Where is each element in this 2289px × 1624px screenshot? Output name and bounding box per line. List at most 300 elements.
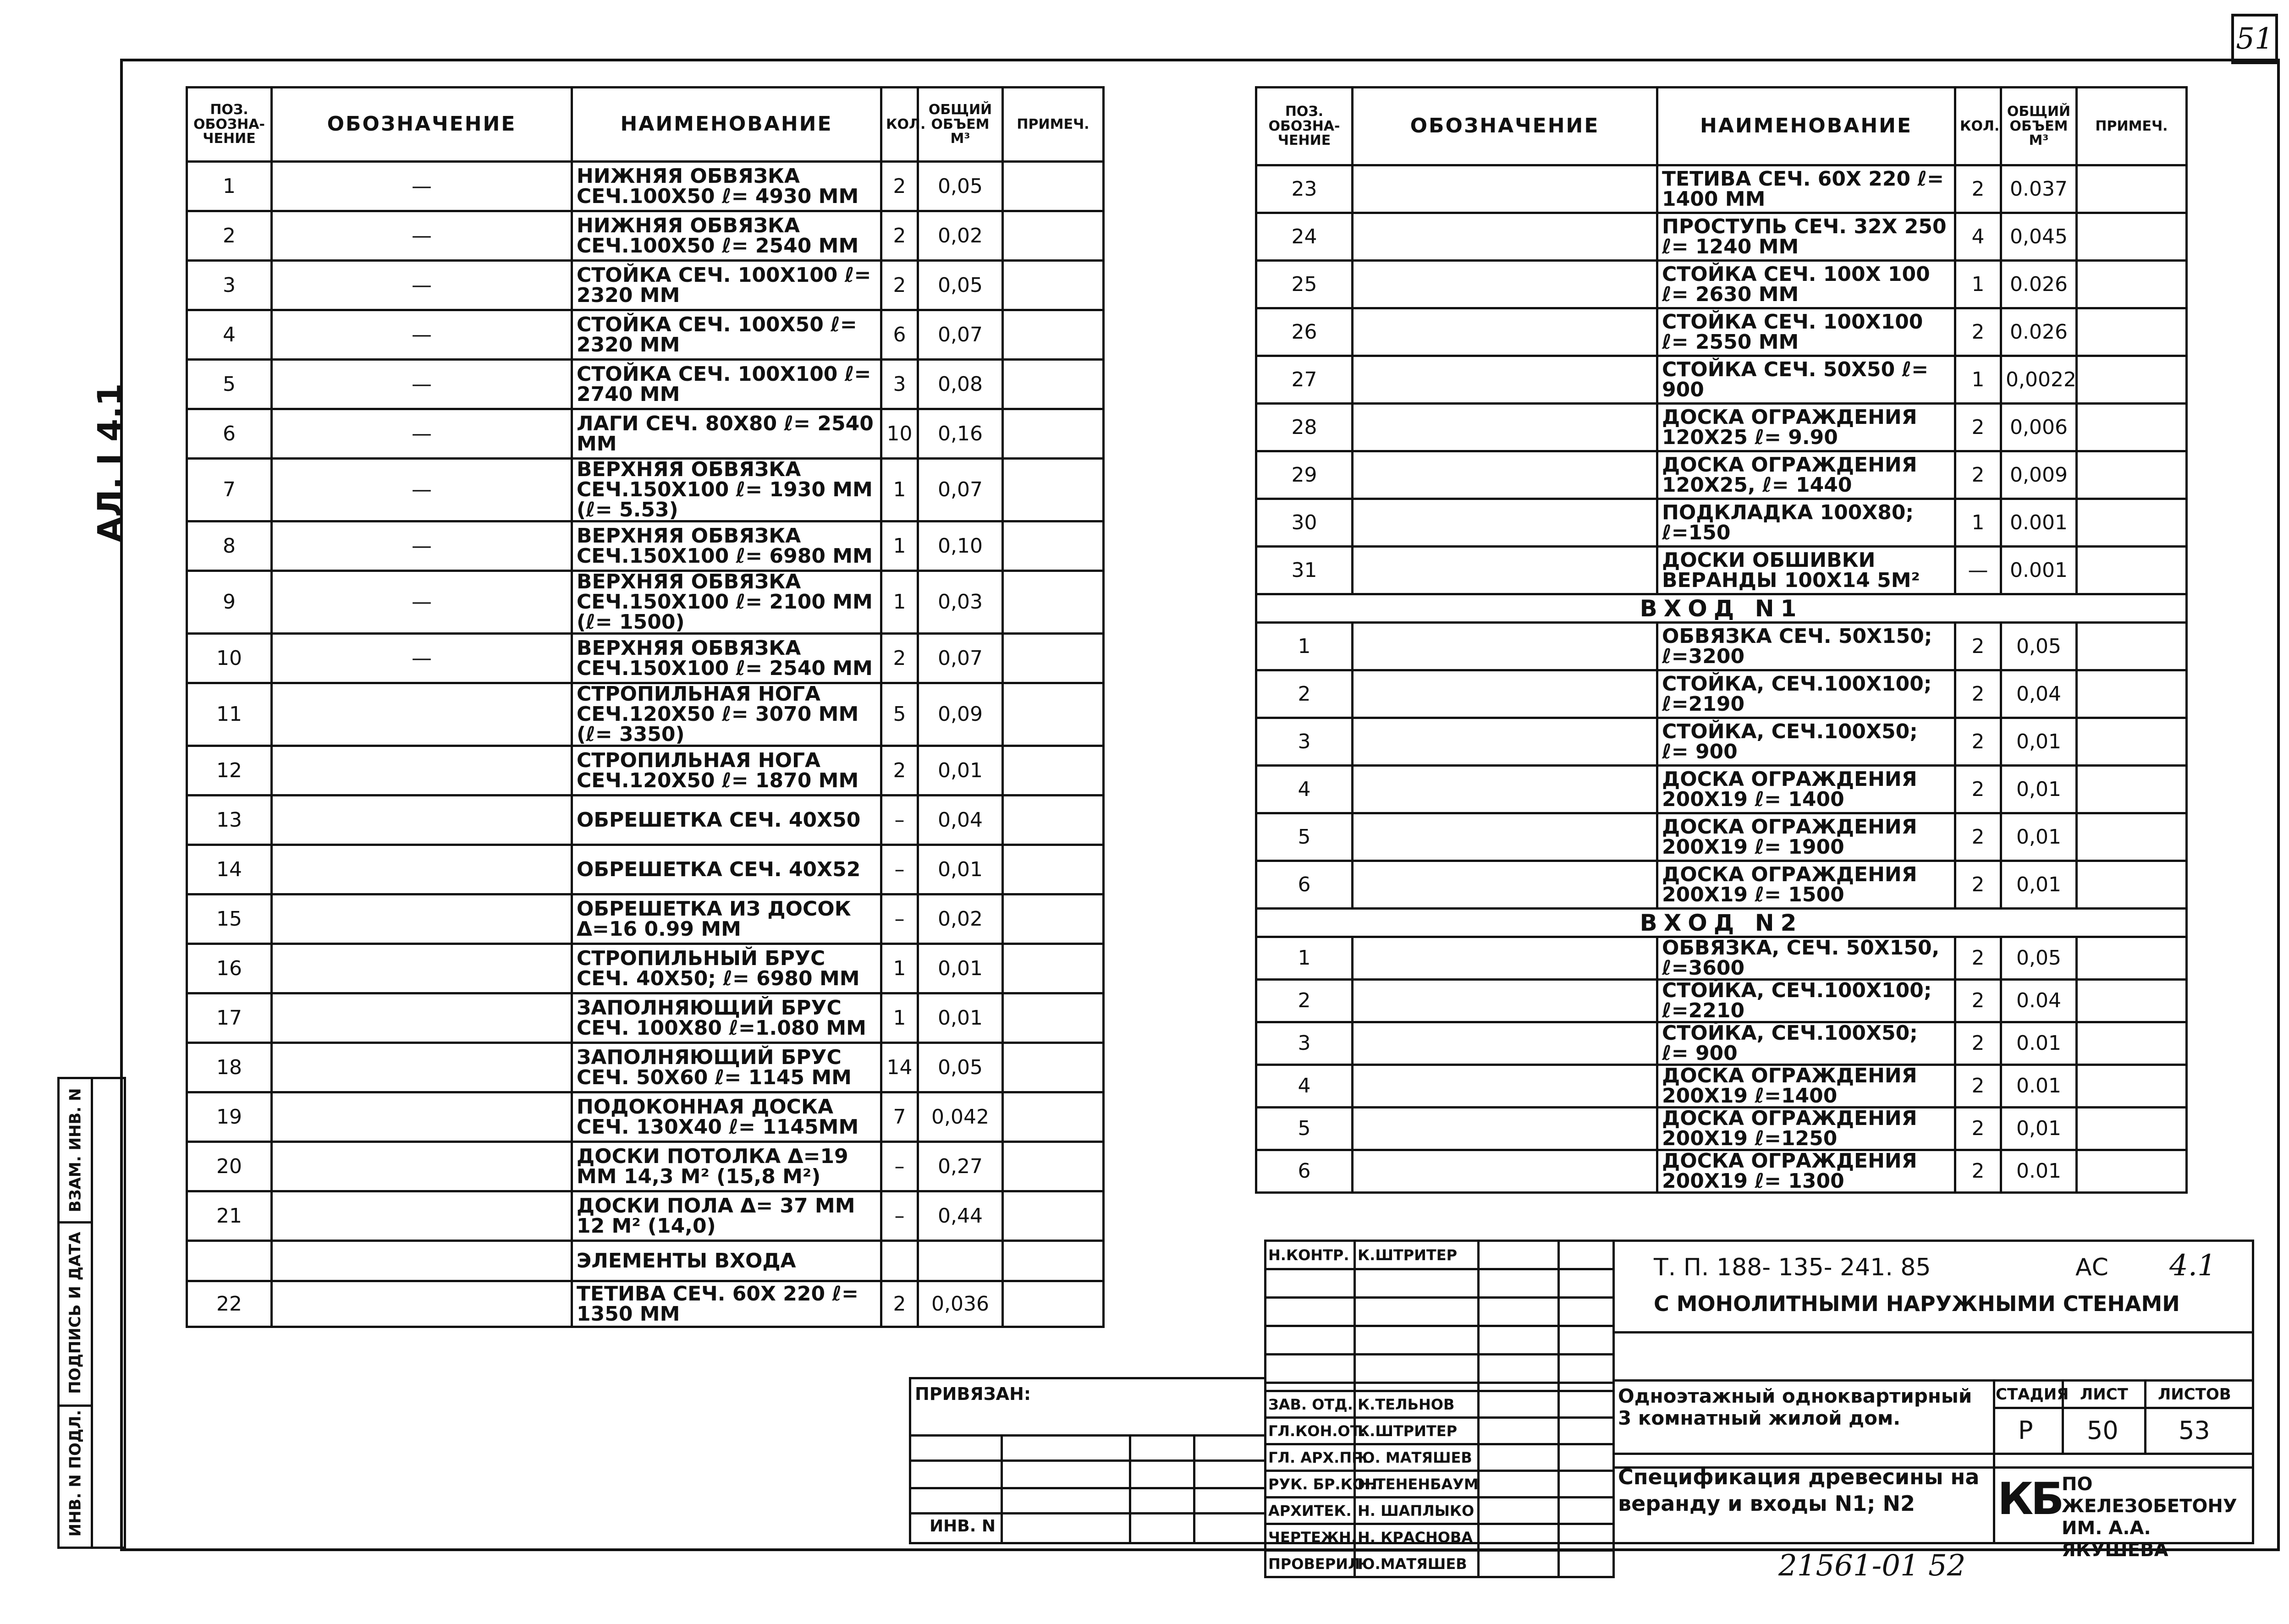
person-name: Н.ТЕНЕНБАУМ <box>1355 1471 1479 1498</box>
people-row <box>1266 1383 1614 1391</box>
row-name: ЭЛЕМЕНТЫ ВХОДА <box>572 1241 881 1281</box>
person-signature <box>1479 1241 1559 1269</box>
r-header-pos: ПОЗ. ОБОЗНА- ЧЕНИЕ <box>1256 88 1353 165</box>
row-name: ПОДКЛАДКА 100X80; ℓ=150 <box>1657 499 1955 547</box>
row-oboz <box>1353 718 1657 766</box>
row-name: ВЕРХНЯЯ ОБВЯЗКА СЕЧ.150X100 ℓ= 2100 ММ (ℓ= 1500) <box>572 571 881 634</box>
row-vol: 0,042 <box>918 1092 1003 1142</box>
row-vol: 0,27 <box>918 1142 1003 1191</box>
person-date <box>1559 1551 1614 1577</box>
table-row <box>1256 165 2187 213</box>
row-pos: 6 <box>1256 1150 1353 1193</box>
row-name: СТОЙКА СЕЧ. 100X100 ℓ= 2550 ММ <box>1657 308 1955 356</box>
table-row <box>187 1092 1104 1142</box>
row-note <box>1003 845 1104 894</box>
person-role: АРХИТЕК. <box>1266 1498 1355 1524</box>
margin-code-text: АЛ. I 4.1 <box>91 383 129 543</box>
row-pos: 5 <box>187 360 272 409</box>
row-vol: 0,0022 <box>2001 356 2077 404</box>
row-vol: 0.037 <box>2001 165 2077 213</box>
row-note <box>2077 451 2187 499</box>
person-name: К.ШТРИТЕР <box>1355 1418 1479 1444</box>
row-pos: 25 <box>1256 261 1353 308</box>
row-name: ОБРЕШЕТКА ИЗ ДОСОК Δ=16 0.99 ММ <box>572 894 881 944</box>
row-pos: 1 <box>1256 937 1353 980</box>
table-row <box>187 944 1104 993</box>
r-header-oboz: ОБОЗНАЧЕНИЕ <box>1353 88 1657 165</box>
row-vol: 0,16 <box>918 409 1003 459</box>
row-vol: 0,05 <box>918 261 1003 310</box>
row-vol: 0,01 <box>2001 718 2077 766</box>
corner-number-text: 51 <box>2236 22 2273 56</box>
table-row <box>1256 1150 2187 1193</box>
row-name: ТЕТИВА СЕЧ. 60X 220 ℓ= 1400 ММ <box>1657 165 1955 213</box>
table-row <box>187 1142 1104 1191</box>
person-signature <box>1479 1418 1559 1444</box>
stamp-project-cell <box>1612 1379 1995 1455</box>
person-signature <box>1479 1471 1559 1498</box>
table-row <box>1256 813 2187 861</box>
header-note: ПРИМЕЧ. <box>1003 88 1104 162</box>
row-qty: 2 <box>1955 766 2001 813</box>
row-name: ОБВЯЗКА, СЕЧ. 50X150, ℓ=3600 <box>1657 937 1955 980</box>
row-note <box>1003 993 1104 1043</box>
header-name: НАИМЕНОВАНИЕ <box>572 88 881 162</box>
org-logo: КБ <box>1997 1473 2062 1525</box>
row-oboz <box>1353 356 1657 404</box>
stamp-doc: Спецификация древесины на веранду и входы N1; N2 <box>1618 1465 1980 1516</box>
row-oboz <box>1353 1108 1657 1150</box>
row-oboz <box>1353 861 1657 909</box>
table-row <box>187 746 1104 796</box>
row-name: СТОЙКА СЕЧ. 100X100 ℓ= 2320 ММ <box>572 261 881 310</box>
privyazan-label: ПРИВЯЗАН: <box>915 1384 1031 1404</box>
row-vol: 0,01 <box>918 746 1003 796</box>
row-pos: 28 <box>1256 404 1353 451</box>
row-note <box>1003 521 1104 571</box>
row-name: ДОСКА ОГРАЖДЕНИЯ 120X25, ℓ= 1440 <box>1657 451 1955 499</box>
person-signature <box>1479 1551 1559 1577</box>
row-vol: 0,05 <box>918 1043 1003 1092</box>
row-vol: 0.01 <box>2001 1065 2077 1108</box>
row-vol: 0,01 <box>918 944 1003 993</box>
people-row <box>1266 1418 1614 1444</box>
table-row <box>187 1043 1104 1092</box>
blank-cell <box>1559 1355 1614 1383</box>
table-row <box>1256 213 2187 261</box>
table-row <box>1256 718 2187 766</box>
row-qty: 2 <box>1955 1108 2001 1150</box>
row-vol: 0,02 <box>918 894 1003 944</box>
row-oboz <box>272 944 572 993</box>
table-row <box>187 162 1104 211</box>
section-title: ВХОД N1 <box>1256 594 2187 623</box>
row-name: НИЖНЯЯ ОБВЯЗКА СЕЧ.100X50 ℓ= 2540 ММ <box>572 211 881 261</box>
stamp-subtitle: С МОНОЛИТНЫМИ НАРУЖНЫМИ СТЕНАМИ <box>1654 1291 2180 1316</box>
row-pos: 21 <box>187 1191 272 1241</box>
stamp-num: 4.1 <box>2169 1249 2216 1283</box>
left-spec-table <box>186 86 1105 1328</box>
margin-code <box>83 348 138 577</box>
row-oboz <box>1353 499 1657 547</box>
row-pos: 7 <box>187 459 272 521</box>
row-qty: 2 <box>1955 623 2001 670</box>
row-name: ДОСКА ОГРАЖДЕНИЯ 200X19 ℓ= 1500 <box>1657 861 1955 909</box>
row-oboz: — <box>272 459 572 521</box>
row-note <box>1003 944 1104 993</box>
row-pos <box>187 1241 272 1281</box>
header-pos: ПОЗ. ОБОЗНА- ЧЕНИЕ <box>187 88 272 162</box>
table-row <box>187 261 1104 310</box>
row-note <box>1003 409 1104 459</box>
table-row <box>187 211 1104 261</box>
row-pos: 14 <box>187 845 272 894</box>
row-vol: 0.001 <box>2001 499 2077 547</box>
row-note <box>2077 213 2187 261</box>
section-row <box>1256 594 2187 623</box>
row-pos: 2 <box>1256 670 1353 718</box>
blank-cell <box>1266 1269 1355 1298</box>
row-vol: 0.026 <box>2001 261 2077 308</box>
table-row <box>187 459 1104 521</box>
row-oboz: — <box>272 571 572 634</box>
stamp-doc-cell <box>1612 1453 1995 1544</box>
row-note <box>1003 1191 1104 1241</box>
table-row <box>187 796 1104 845</box>
row-name: ПРОСТУПЬ СЕЧ. 32X 250 ℓ= 1240 ММ <box>1657 213 1955 261</box>
row-pos: 30 <box>1256 499 1353 547</box>
row-name: ДОСКИ ОБШИВКИ ВЕРАНДЫ 100X14 5М² <box>1657 547 1955 594</box>
row-qty: 1 <box>1955 356 2001 404</box>
row-oboz: — <box>272 360 572 409</box>
row-vol: 0,09 <box>918 683 1003 746</box>
people-row <box>1266 1326 1614 1355</box>
person-name: Н. ШАПЛЫКО <box>1355 1498 1479 1524</box>
row-name: ВЕРХНЯЯ ОБВЯЗКА СЕЧ.150X100 ℓ= 6980 ММ <box>572 521 881 571</box>
row-oboz <box>1353 308 1657 356</box>
table-row <box>1256 1065 2187 1108</box>
people-row <box>1266 1498 1614 1524</box>
row-note <box>2077 1022 2187 1065</box>
row-qty: 5 <box>881 683 918 746</box>
blank-cell <box>1559 1269 1614 1298</box>
row-vol: 0,01 <box>918 993 1003 1043</box>
table-row <box>1256 308 2187 356</box>
row-pos: 6 <box>1256 861 1353 909</box>
row-vol: 0,009 <box>2001 451 2077 499</box>
row-pos: 22 <box>187 1281 272 1327</box>
row-qty: 7 <box>881 1092 918 1142</box>
table-row <box>1256 1022 2187 1065</box>
row-qty: 2 <box>881 746 918 796</box>
row-note <box>2077 813 2187 861</box>
row-pos: 9 <box>187 571 272 634</box>
blank-cell <box>1479 1383 1559 1391</box>
row-oboz: — <box>272 521 572 571</box>
right-spec-table <box>1255 86 2188 1194</box>
row-pos: 6 <box>187 409 272 459</box>
row-qty: 2 <box>1955 451 2001 499</box>
row-pos: 20 <box>187 1142 272 1191</box>
blank-cell <box>1479 1269 1559 1298</box>
row-qty: 2 <box>881 1281 918 1327</box>
row-vol: 0,03 <box>918 571 1003 634</box>
row-pos: 16 <box>187 944 272 993</box>
row-note <box>2077 623 2187 670</box>
row-name: СТОЙКА, СЕЧ.100X50; ℓ= 900 <box>1657 718 1955 766</box>
row-oboz <box>1353 165 1657 213</box>
row-pos: 27 <box>1256 356 1353 404</box>
table-row <box>1256 980 2187 1022</box>
table-row <box>187 634 1104 683</box>
row-note <box>2077 165 2187 213</box>
row-pos: 1 <box>1256 623 1353 670</box>
row-note <box>1003 261 1104 310</box>
row-pos: 2 <box>1256 980 1353 1022</box>
row-note <box>2077 499 2187 547</box>
person-signature <box>1479 1444 1559 1471</box>
person-role: ЧЕРТЕЖН. <box>1266 1524 1355 1551</box>
table-row <box>1256 499 2187 547</box>
person-role: РУК. БР.КОН. <box>1266 1471 1355 1498</box>
row-name: ПОДОКОННАЯ ДОСКА СЕЧ. 130X40 ℓ= 1145ММ <box>572 1092 881 1142</box>
row-name: ТЕТИВА СЕЧ. 60X 220 ℓ= 1350 ММ <box>572 1281 881 1327</box>
row-name: СТОЙКА, СЕЧ.100X50; ℓ= 900 <box>1657 1022 1955 1065</box>
row-vol: 0,01 <box>918 845 1003 894</box>
row-name: СТОЙКА СЕЧ. 100X50 ℓ= 2320 ММ <box>572 310 881 360</box>
person-name: К.ТЕЛЬНОВ <box>1355 1391 1479 1418</box>
table-row <box>187 1191 1104 1241</box>
people-row <box>1266 1269 1614 1298</box>
row-vol: 0.001 <box>2001 547 2077 594</box>
row-name: СТОЙКА, СЕЧ.100X100; ℓ=2190 <box>1657 670 1955 718</box>
row-qty: 14 <box>881 1043 918 1092</box>
row-oboz <box>1353 980 1657 1022</box>
row-name: ДОСКА ОГРАЖДЕНИЯ 200X19 ℓ= 1900 <box>1657 813 1955 861</box>
row-note <box>2077 404 2187 451</box>
row-name: СТОЙКА СЕЧ. 100X100 ℓ= 2740 ММ <box>572 360 881 409</box>
row-pos: 17 <box>187 993 272 1043</box>
row-qty: 2 <box>1955 308 2001 356</box>
row-name: СТРОПИЛЬНАЯ НОГА СЕЧ.120X50 ℓ= 3070 ММ (ℓ= 3350) <box>572 683 881 746</box>
row-vol: 0,006 <box>2001 404 2077 451</box>
row-oboz <box>272 683 572 746</box>
person-date <box>1559 1524 1614 1551</box>
row-pos: 18 <box>187 1043 272 1092</box>
row-vol: 0,07 <box>918 459 1003 521</box>
sheets-value: 53 <box>2179 1416 2210 1445</box>
row-note <box>2077 980 2187 1022</box>
person-date <box>1559 1471 1614 1498</box>
strip-vzam: ВЗАМ. ИНВ. N <box>60 1079 91 1223</box>
row-qty: 2 <box>1955 404 2001 451</box>
header-oboz: ОБОЗНАЧЕНИЕ <box>272 88 572 162</box>
row-qty: 3 <box>881 360 918 409</box>
stamp-code-cell <box>1612 1242 2252 1333</box>
row-note <box>2077 547 2187 594</box>
row-note <box>1003 310 1104 360</box>
row-vol: 0.026 <box>2001 308 2077 356</box>
person-role: ЗАВ. ОТД. <box>1266 1391 1355 1418</box>
row-name: СТОЙКА СЕЧ. 50X50 ℓ= 900 <box>1657 356 1955 404</box>
sheet-header: ЛИСТ <box>2080 1385 2128 1404</box>
row-qty: 6 <box>881 310 918 360</box>
person-date <box>1559 1241 1614 1269</box>
section-title: ВХОД N2 <box>1256 909 2187 937</box>
row-oboz <box>272 1092 572 1142</box>
row-oboz: — <box>272 211 572 261</box>
row-pos: 5 <box>1256 1108 1353 1150</box>
row-vol: 0,05 <box>2001 937 2077 980</box>
row-oboz <box>1353 261 1657 308</box>
row-note <box>1003 796 1104 845</box>
row-qty: – <box>881 845 918 894</box>
r-header-name: НАИМЕНОВАНИЕ <box>1657 88 1955 165</box>
table-row <box>187 993 1104 1043</box>
row-oboz <box>272 746 572 796</box>
row-note <box>1003 459 1104 521</box>
row-name: ДОСКА ОГРАЖДЕНИЯ 200X19 ℓ= 1300 <box>1657 1150 1955 1193</box>
row-vol: 0.04 <box>2001 980 2077 1022</box>
table-row <box>1256 623 2187 670</box>
table-row <box>1256 261 2187 308</box>
row-note <box>1003 1281 1104 1327</box>
corner-sheet-number <box>2231 14 2278 64</box>
table-row <box>1256 451 2187 499</box>
blank-cell <box>1559 1298 1614 1326</box>
row-oboz <box>1353 404 1657 451</box>
row-vol: 0,036 <box>918 1281 1003 1327</box>
row-oboz <box>1353 213 1657 261</box>
person-date <box>1559 1444 1614 1471</box>
section-row <box>1256 909 2187 937</box>
row-pos: 4 <box>1256 766 1353 813</box>
row-qty: 1 <box>881 521 918 571</box>
person-name: Н. КРАСНОВА <box>1355 1524 1479 1551</box>
row-vol: 0.01 <box>2001 1150 2077 1193</box>
row-oboz <box>272 1241 572 1281</box>
row-note <box>1003 1092 1104 1142</box>
header-vol: ОБЩИЙ ОБЪЕМ М³ <box>918 88 1003 162</box>
row-name: ОБРЕШЕТКА СЕЧ. 40X50 <box>572 796 881 845</box>
row-name: СТРОПИЛЬНЫЙ БРУС СЕЧ. 40X50; ℓ= 6980 ММ <box>572 944 881 993</box>
row-name: ДОСКА ОГРАЖДЕНИЯ 200X19 ℓ= 1400 <box>1657 766 1955 813</box>
row-pos: 3 <box>1256 1022 1353 1065</box>
row-pos: 4 <box>1256 1065 1353 1108</box>
row-vol: 0,02 <box>918 211 1003 261</box>
table-row <box>1256 937 2187 980</box>
row-pos: 5 <box>1256 813 1353 861</box>
header-qty: КОЛ. <box>881 88 918 162</box>
row-note <box>1003 211 1104 261</box>
row-note <box>2077 1065 2187 1108</box>
table-row <box>187 683 1104 746</box>
stage-header: СТАДИЯ <box>1996 1385 2069 1404</box>
row-vol: 0,07 <box>918 310 1003 360</box>
row-name: СТОЙКА СЕЧ. 100X 100 ℓ= 2630 ММ <box>1657 261 1955 308</box>
row-oboz <box>272 1043 572 1092</box>
row-pos: 3 <box>1256 718 1353 766</box>
row-qty: 1 <box>881 459 918 521</box>
row-oboz <box>272 894 572 944</box>
row-oboz <box>1353 813 1657 861</box>
person-signature <box>1479 1391 1559 1418</box>
row-qty: 1 <box>1955 499 2001 547</box>
people-row <box>1266 1551 1614 1577</box>
table-row <box>187 845 1104 894</box>
row-name: ВЕРХНЯЯ ОБВЯЗКА СЕЧ.150X100 ℓ= 1930 ММ (ℓ= 5.53) <box>572 459 881 521</box>
row-pos: 13 <box>187 796 272 845</box>
row-qty: 1 <box>1955 261 2001 308</box>
row-vol: 0,05 <box>918 162 1003 211</box>
row-pos: 31 <box>1256 547 1353 594</box>
row-vol: 0,08 <box>918 360 1003 409</box>
stamp-code: Т. П. 188- 135- 241. 85 <box>1654 1254 1931 1281</box>
r-header-vol: ОБЩИЙ ОБЪЕМ М³ <box>2001 88 2077 165</box>
row-qty: 1 <box>881 993 918 1043</box>
row-vol: 0,045 <box>2001 213 2077 261</box>
table-row <box>187 894 1104 944</box>
people-row <box>1266 1471 1614 1498</box>
person-date <box>1559 1391 1614 1418</box>
row-oboz: — <box>272 634 572 683</box>
table-row <box>1256 861 2187 909</box>
blank-cell <box>1266 1355 1355 1383</box>
row-qty: 2 <box>1955 861 2001 909</box>
blank-cell <box>1355 1355 1479 1383</box>
row-note <box>1003 634 1104 683</box>
blank-cell <box>1355 1383 1479 1391</box>
blank-cell <box>1559 1326 1614 1355</box>
row-name: ДОСКА ОГРАЖДЕНИЯ 200X19 ℓ=1400 <box>1657 1065 1955 1108</box>
person-role: ГЛ.КОН.ОТ. <box>1266 1418 1355 1444</box>
row-qty: 2 <box>1955 1022 2001 1065</box>
row-qty: – <box>881 796 918 845</box>
row-vol: 0,04 <box>918 796 1003 845</box>
row-pos: 24 <box>1256 213 1353 261</box>
table-row <box>187 360 1104 409</box>
row-qty <box>881 1241 918 1281</box>
row-oboz <box>1353 623 1657 670</box>
row-name: ОБРЕШЕТКА СЕЧ. 40X52 <box>572 845 881 894</box>
row-pos: 4 <box>187 310 272 360</box>
r-header-qty: КОЛ. <box>1955 88 2001 165</box>
blank-cell <box>1479 1298 1559 1326</box>
row-name: ДОСКА ОГРАЖДЕНИЯ 200X19 ℓ=1250 <box>1657 1108 1955 1150</box>
person-signature <box>1479 1524 1559 1551</box>
stamp-org-cell <box>1993 1453 2252 1561</box>
table-row <box>187 521 1104 571</box>
row-oboz: — <box>272 162 572 211</box>
strip-inv-podl: ИНВ. N ПОДЛ. <box>66 1410 85 1537</box>
row-vol: 0,01 <box>2001 766 2077 813</box>
row-pos: 8 <box>187 521 272 571</box>
row-oboz: — <box>272 310 572 360</box>
people-table <box>1264 1240 1615 1578</box>
row-qty: 10 <box>881 409 918 459</box>
row-oboz: — <box>272 409 572 459</box>
row-pos: 3 <box>187 261 272 310</box>
sheet-value: 50 <box>2087 1416 2118 1445</box>
row-oboz <box>272 993 572 1043</box>
blank-cell <box>1559 1383 1614 1391</box>
row-oboz <box>272 1142 572 1191</box>
row-note <box>2077 718 2187 766</box>
person-date <box>1559 1498 1614 1524</box>
row-vol <box>918 1241 1003 1281</box>
blank-cell <box>1355 1298 1479 1326</box>
people-row <box>1266 1298 1614 1326</box>
